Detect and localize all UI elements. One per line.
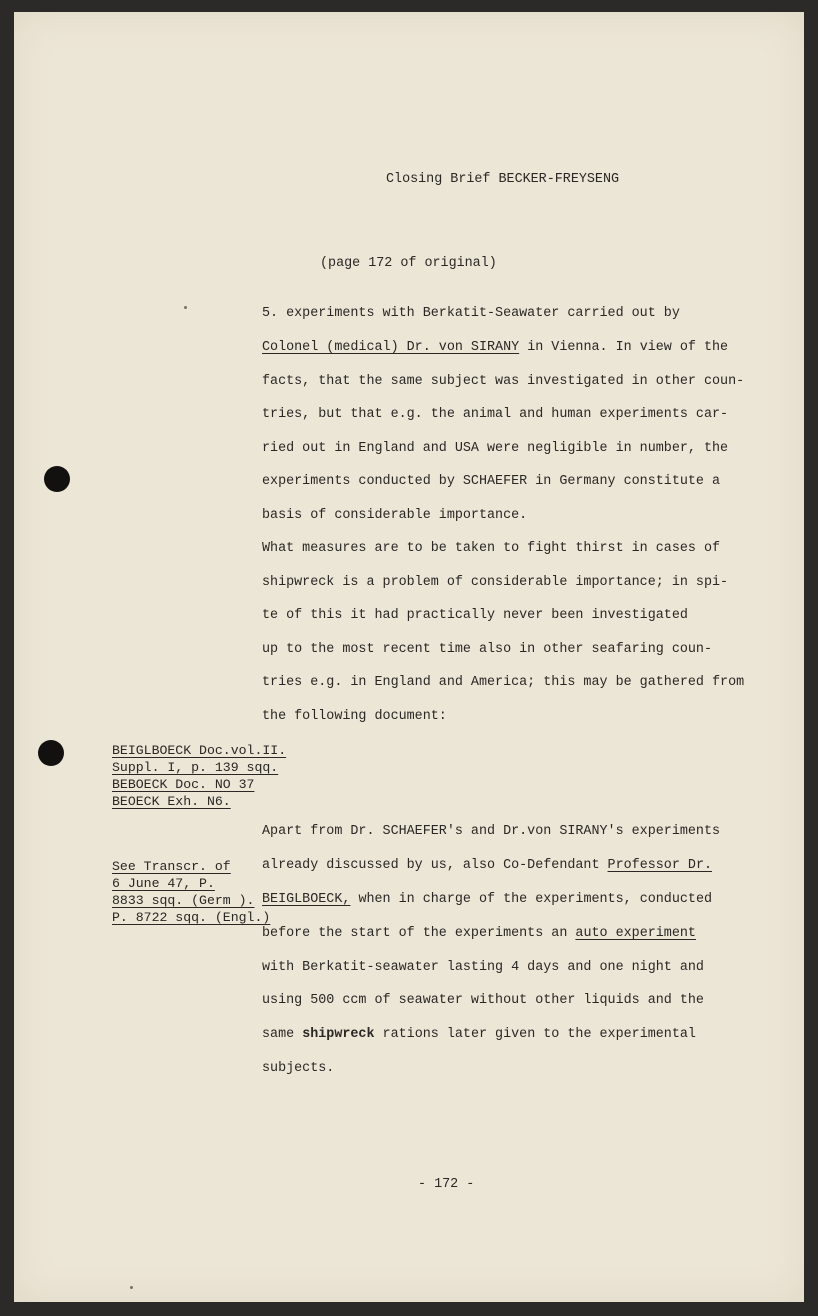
margin-line: Suppl. I, p. 139 sqq. <box>112 760 279 775</box>
punch-hole <box>38 740 64 766</box>
text-line <box>262 892 712 907</box>
text-span: same <box>262 1027 303 1042</box>
punch-hole <box>44 466 70 492</box>
text-line <box>262 306 680 321</box>
text-line: experiments conducted by SCHAEFER in Germany constitute a <box>262 474 721 489</box>
text-span: when in charge of the experiments, conducted <box>350 892 713 907</box>
text-line: basis of considerable importance. <box>262 508 528 523</box>
text-line: Apart from Dr. SCHAEFER's and Dr.von SIRANY's experiments <box>262 824 721 839</box>
page-reference: (page 172 of original) <box>320 256 497 271</box>
text-line: ried out in England and USA were negligible in number, the <box>262 441 729 456</box>
margin-reference-2 <box>112 858 270 926</box>
text-line: using 500 ccm of seawater without other liquids and the <box>262 993 704 1008</box>
underlined-title: Professor Dr. <box>607 858 713 873</box>
text-line: with Berkatit-seawater lasting 4 days and one night and <box>262 960 704 975</box>
underlined-name: Colonel (medical) Dr. von SIRANY <box>262 340 520 355</box>
text-line: tries, but that e.g. the animal and human experiments car- <box>262 407 729 422</box>
bold-word: shipwreck <box>302 1027 375 1042</box>
document-title: Closing Brief BECKER-FREYSENG <box>386 172 620 187</box>
text-span: in Vienna. In view of the <box>519 340 729 355</box>
text-line: subjects. <box>262 1061 335 1076</box>
text-span: before the start of the experiments an <box>262 926 576 941</box>
margin-line: BEIGLBOECK Doc.vol.II. <box>112 743 287 758</box>
margin-reference-1 <box>112 742 286 810</box>
text-line <box>262 926 696 941</box>
underlined-term: auto experiment <box>575 926 696 941</box>
paper-speck <box>130 1286 133 1289</box>
text-line: shipwreck is a problem of considerable importance; in spi- <box>262 575 729 590</box>
text-line: tries e.g. in England and America; this may be gathered from <box>262 675 745 690</box>
text-line: up to the most recent time also in other seafaring coun- <box>262 642 712 657</box>
document-page <box>14 12 804 1302</box>
text-span: experiments with Berkatit-Seawater carried out by <box>278 306 680 321</box>
text-line: te of this it had practically never been investigated <box>262 608 688 623</box>
margin-line: P. 8722 sqq. (Engl.) <box>112 910 271 925</box>
text-line: the following document: <box>262 709 447 724</box>
text-line <box>262 340 728 355</box>
margin-line: See Transcr. of <box>112 859 231 874</box>
margin-line: BEOECK Exh. N6. <box>112 794 231 809</box>
text-span: rations later given to the experimental <box>374 1027 696 1042</box>
page-number: - 172 - <box>418 1177 475 1192</box>
paper-speck <box>184 306 187 309</box>
text-line <box>262 1027 696 1042</box>
margin-line: 6 June 47, P. <box>112 876 215 891</box>
margin-line: BEBOECK Doc. NO 37 <box>112 777 255 792</box>
text-span: already discussed by us, also Co-Defendant <box>262 858 608 873</box>
underlined-name: BEIGLBOECK, <box>262 892 351 907</box>
text-line: What measures are to be taken to fight thirst in cases of <box>262 541 721 556</box>
section-number: 5. <box>262 306 279 321</box>
text-line: facts, that the same subject was investigated in other coun- <box>262 374 745 389</box>
margin-line: 8833 sqq. (Germ ). <box>112 893 255 908</box>
text-line <box>262 858 712 873</box>
